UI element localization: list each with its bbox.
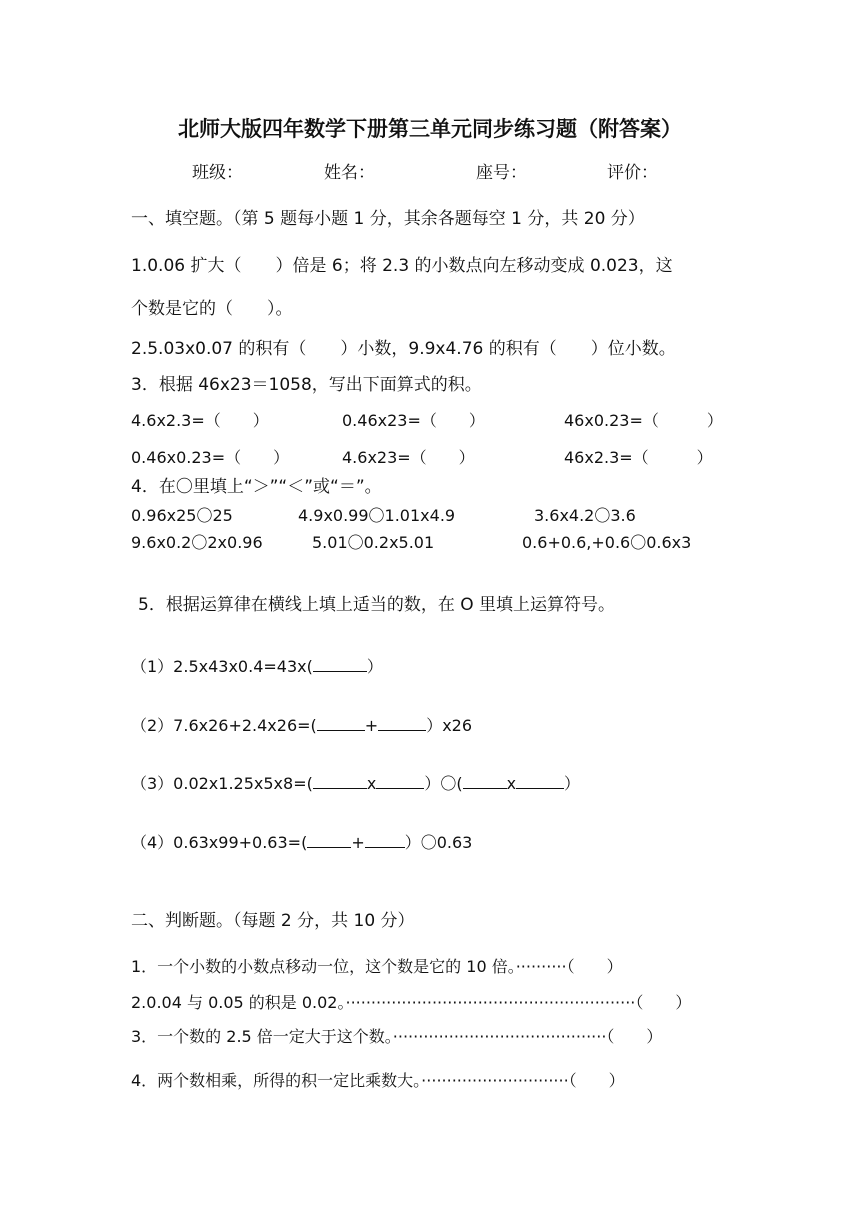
q5-item-4-suffix: ）〇0.63: [404, 833, 473, 852]
q4-item: 5.01〇0.2x5.01: [312, 533, 435, 552]
name-label: 姓名：: [324, 163, 375, 183]
blank-line: [317, 713, 365, 731]
blank-line: [376, 771, 424, 789]
blank-line: [516, 771, 564, 789]
q5-item-2: [131, 713, 472, 736]
q5-item-2-prefix: （2）7.6x26+2.4x26=(: [131, 716, 317, 735]
q5-item-4-prefix: （4）0.63x99+0.63=(: [131, 833, 308, 852]
judgement-item: 4．两个数相乘，所得的积一定比乘数大。·····························（ ）: [131, 1071, 625, 1090]
question-3: 3．根据 46x23＝1058，写出下面算式的积。: [131, 375, 482, 395]
q5-item-3-prefix: （3）0.02x1.25x5x8=(: [131, 774, 313, 793]
q3-item: 46x2.3=（ ）: [564, 448, 713, 467]
question-2: 2.5.03x0.07 的积有（ ）小数，9.9x4.76 的积有（ ）位小数。: [131, 339, 676, 359]
q5-item-3-mid2: ）〇(: [424, 774, 463, 793]
blank-line: [307, 830, 351, 848]
judgement-item: 2.0.04 与 0.05 的积是 0.02。·························································（ ）: [131, 993, 692, 1012]
blank-line: [463, 771, 507, 789]
judgement-item: 3．一个数的 2.5 倍一定大于这个数。··········································（ ）: [131, 1027, 663, 1046]
question-1-line1: 1.0.06 扩大（ ）倍是 6；将 2.3 的小数点向左移动变成 0.023，这: [131, 256, 673, 276]
grade-label: 评价：: [607, 163, 658, 183]
q5-item-3-mid1: x: [366, 774, 377, 793]
q5-item-4-mid: +: [351, 833, 365, 852]
section1-heading: 一、填空题。（第 5 题每小题 1 分，其余各题每空 1 分，共 20 分）: [131, 209, 645, 229]
q4-item: 9.6x0.2〇2x0.96: [131, 533, 263, 552]
q5-item-3-mid3: x: [506, 774, 517, 793]
q3-item: 0.46x0.23=（ ）: [131, 448, 290, 467]
q5-item-2-mid: +: [364, 716, 379, 735]
q5-item-1: [131, 654, 383, 677]
q5-item-4: [131, 830, 472, 853]
q5-item-1-suffix: ）: [366, 657, 383, 676]
section2-heading: 二、判断题。（每题 2 分，共 10 分）: [131, 911, 415, 931]
blank-line: [378, 713, 426, 731]
blank-line: [313, 654, 367, 672]
q4-item: 0.6+0.6,+0.6〇0.6x3: [522, 533, 692, 552]
class-label: 班级：: [192, 163, 243, 183]
seat-label: 座号：: [476, 163, 527, 183]
q5-item-3: [131, 771, 580, 794]
q4-item: 0.96x25〇25: [131, 506, 233, 525]
q3-item: 4.6x2.3=（ ）: [131, 411, 269, 430]
question-5: 5．根据运算律在横线上填上适当的数，在 O 里填上运算符号。: [138, 595, 616, 615]
question-1-line2: 个数是它的（ ）。: [131, 299, 293, 319]
q5-item-1-prefix: （1）2.5x43x0.4=43x(: [131, 657, 313, 676]
question-4: 4．在〇里填上“＞”“＜”或“＝”。: [131, 477, 382, 497]
q5-item-3-suffix: ）: [564, 774, 581, 793]
q5-item-2-suffix: ）x26: [426, 716, 473, 735]
q4-item: 4.9x0.99〇1.01x4.9: [298, 506, 456, 525]
judgement-item: 1．一个小数的小数点移动一位，这个数是它的 10 倍。··········（ ）: [131, 957, 623, 976]
blank-line: [313, 771, 367, 789]
q4-item: 3.6x4.2〇3.6: [534, 506, 636, 525]
q3-item: 4.6x23=（ ）: [342, 448, 475, 467]
q3-item: 0.46x23=（ ）: [342, 411, 485, 430]
blank-line: [365, 830, 405, 848]
page-title: 北师大版四年数学下册第三单元同步练习题（附答案）: [178, 117, 682, 141]
q3-item: 46x0.23=（ ）: [564, 411, 723, 430]
